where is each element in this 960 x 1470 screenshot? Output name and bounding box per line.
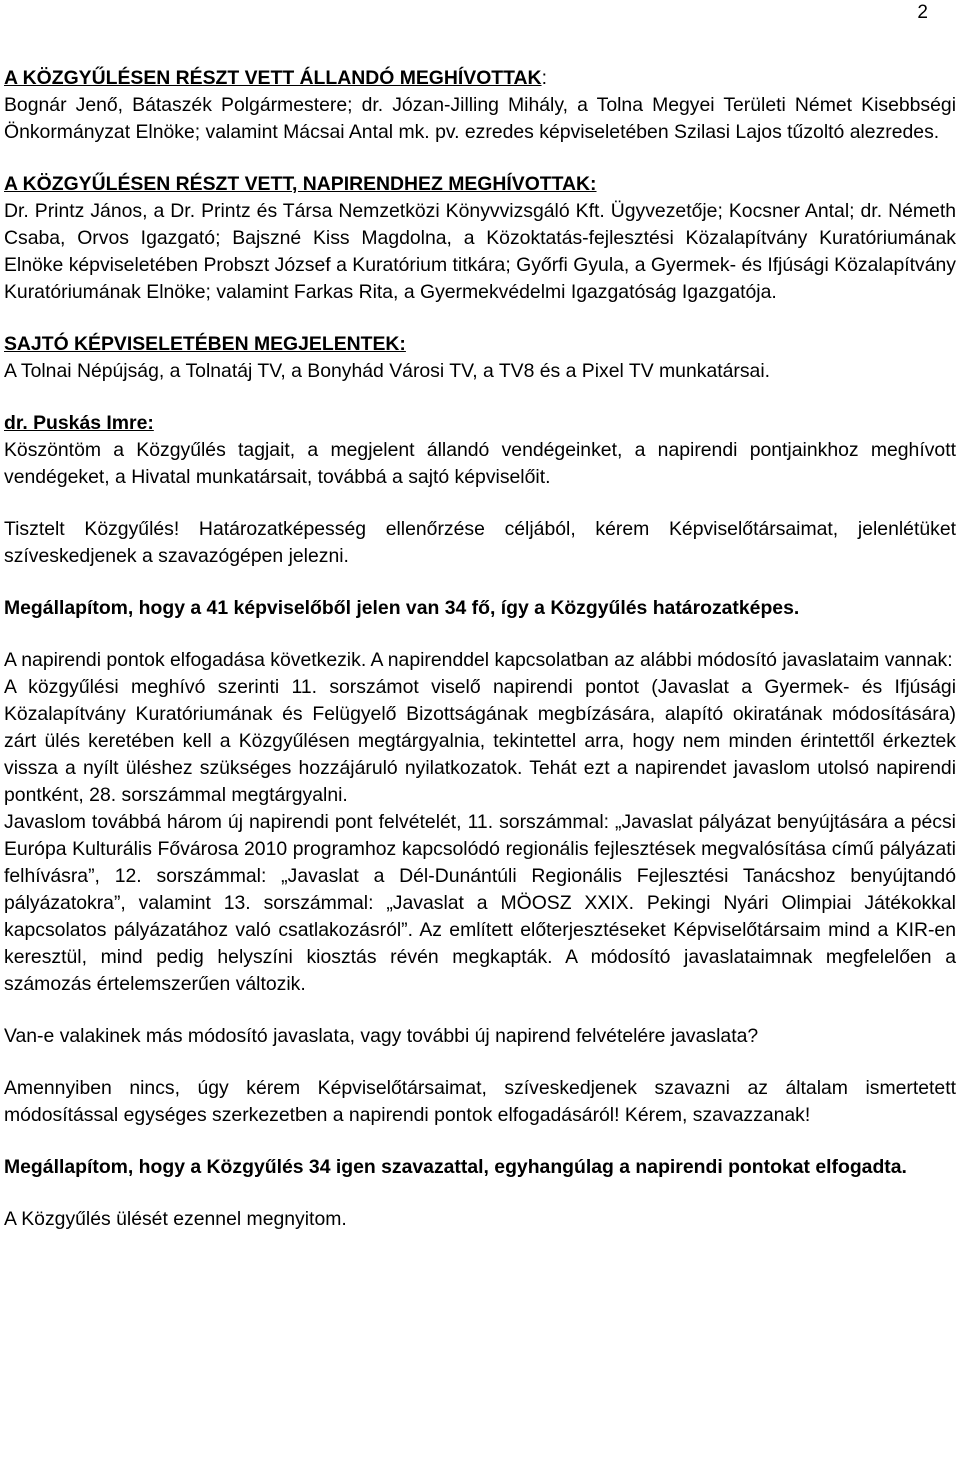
- speech-new-agenda-items-paragraph: Javaslom továbbá három új napirendi pont felvételét, 11. sorszámmal: „Javaslat pályázat benyújtására a pécsi Európa Kulturális Fővárosa 2010 programhoz kapcsolódó regionális fejlesztések megvalósítása című pályázati felhívásra”, 12. sorszámmal: „Javaslat a Dél-Dunántúli Regionális Fejlesztési Tanácshoz benyújtandó pályázatokra”, valamint 13. sorszámmal: „Javaslat a MÖOSZ XXIX. Pekingi Nyári Olimpiai Játékokkal kapcsolatos pályázatához való csatlakozásról”. Az említett előterjesztéseket Képviselőtársaim mind a KIR-en keresztül, mind pedig helyszíni kiosztás révén megkapták. A módosító javaslataimnak megfelelően a számozás értelemszerűen változik.: [4, 811, 956, 995]
- speech-agenda-item-11-paragraph: A közgyűlési meghívó szerinti 11. sorszámot viselő napirendi pontot (Javaslat a Gyermek- és Ifjúsági Közalapítvány Kuratóriumának és Felügyelő Bizottságának megbízására, alapító okiratának módosítására) zárt ülés keretében kell a Közgyűlésen megtárgyalnia, tekintettel arra, hogy nem minden érintettől érkeztek vissza a nyílt üléshez szükséges hozzájáruló nyilatkozatok. Tehát ezt a napirendet javaslom utolsó napirendi pontként, 28. sorszámmal megtárgyalni.: [4, 676, 956, 806]
- speech-question-paragraph: Van-e valakinek más módosító javaslata, vagy további új napirend felvételére javaslata?: [4, 1025, 759, 1047]
- speech-quorum-check-paragraph: Tisztelt Közgyűlés! Határozatképesség ellenőrzése céljából, kérem Képviselőtársaimat, jelenlétüket szíveskedjenek a szavazógépen jelezni.: [4, 518, 956, 567]
- permanent-invitees-heading-colon: :: [541, 67, 547, 89]
- speech-vote-request-paragraph: Amennyiben nincs, úgy kérem Képviselőtársaimat, szíveskedjenek szavazni az általam ismertetett módosítással egységes szerkezetben a napirendi pontok elfogadásáról! Kérem, szavazzanak!: [4, 1077, 956, 1126]
- speaker-name: dr. Puskás Imre:: [4, 412, 154, 434]
- permanent-invitees-text: Bognár Jenő, Bátaszék Polgármestere; dr. Józan-Jilling Mihály, a Tolna Megyei Területi Német Kisebbségi Önkormányzat Elnöke; valamint Mácsai Antal mk. pv. ezredes képviseletében Szilasi Lajos tűzoltó alezredes.: [4, 94, 956, 143]
- agenda-invitees-text: Dr. Printz János, a Dr. Printz és Társa Nemzetközi Könyvvizsgáló Kft. Ügyvezetője; Kocsner Antal; dr. Németh Csaba, Orvos Igazgató; Bajszné Kiss Magdolna, a Közoktatás-fejlesztési Közalapítvány Kuratóriumának Elnöke képviseletében Probszt József a Kuratórium titkára; Győrfi Gyula, a Gyermek- és Ifjúsági Közalapítvány Kuratóriumának Elnöke; valamint Farkas Rita, a Gyermekvédelmi Igazgatóság Igazgatója.: [4, 200, 956, 303]
- speech-welcome-paragraph: Köszöntöm a Közgyűlés tagjait, a megjelent állandó vendégeinket, a napirendi pontjainkhoz meghívott vendégeket, a Hivatal munkatársait, továbbá a sajtó képviselőit.: [4, 439, 956, 488]
- speech-agenda-intro-paragraph: A napirendi pontok elfogadása következik. A napirenddel kapcsolatban az alábbi módosító javaslataim vannak:: [4, 649, 953, 671]
- permanent-invitees-heading-text: A KÖZGYŰLÉSEN RÉSZT VETT ÁLLANDÓ MEGHÍVOTTAK: [4, 67, 542, 89]
- quorum-result-bold-text: Megállapítom, hogy a 41 képviselőből jelen van 34 fő, így a Közgyűlés határozatképes.: [4, 597, 800, 619]
- press-heading: SAJTÓ KÉPVISELETÉBEN MEGJELENTEK:: [4, 333, 406, 355]
- permanent-invitees-heading: [4, 65, 956, 92]
- press-text: A Tolnai Népújság, a Tolnatáj TV, a Bonyhád Városi TV, a TV8 és a Pixel TV munkatársai.: [4, 360, 771, 382]
- document-body: [4, 65, 956, 1233]
- page-number: 2: [917, 2, 928, 23]
- agenda-invitees-heading: A KÖZGYŰLÉSEN RÉSZT VETT, NAPIRENDHEZ MEGHÍVOTTAK:: [4, 173, 597, 195]
- speech-vote-result-paragraph: [4, 1154, 956, 1181]
- speech-quorum-result-paragraph: [4, 595, 956, 622]
- speech-opening-paragraph: A Közgyűlés ülését ezennel megnyitom.: [4, 1208, 347, 1230]
- vote-result-bold-text: Megállapítom, hogy a Közgyűlés 34 igen szavazattal, egyhangúlag a napirendi pontokat elfogadta.: [4, 1156, 907, 1178]
